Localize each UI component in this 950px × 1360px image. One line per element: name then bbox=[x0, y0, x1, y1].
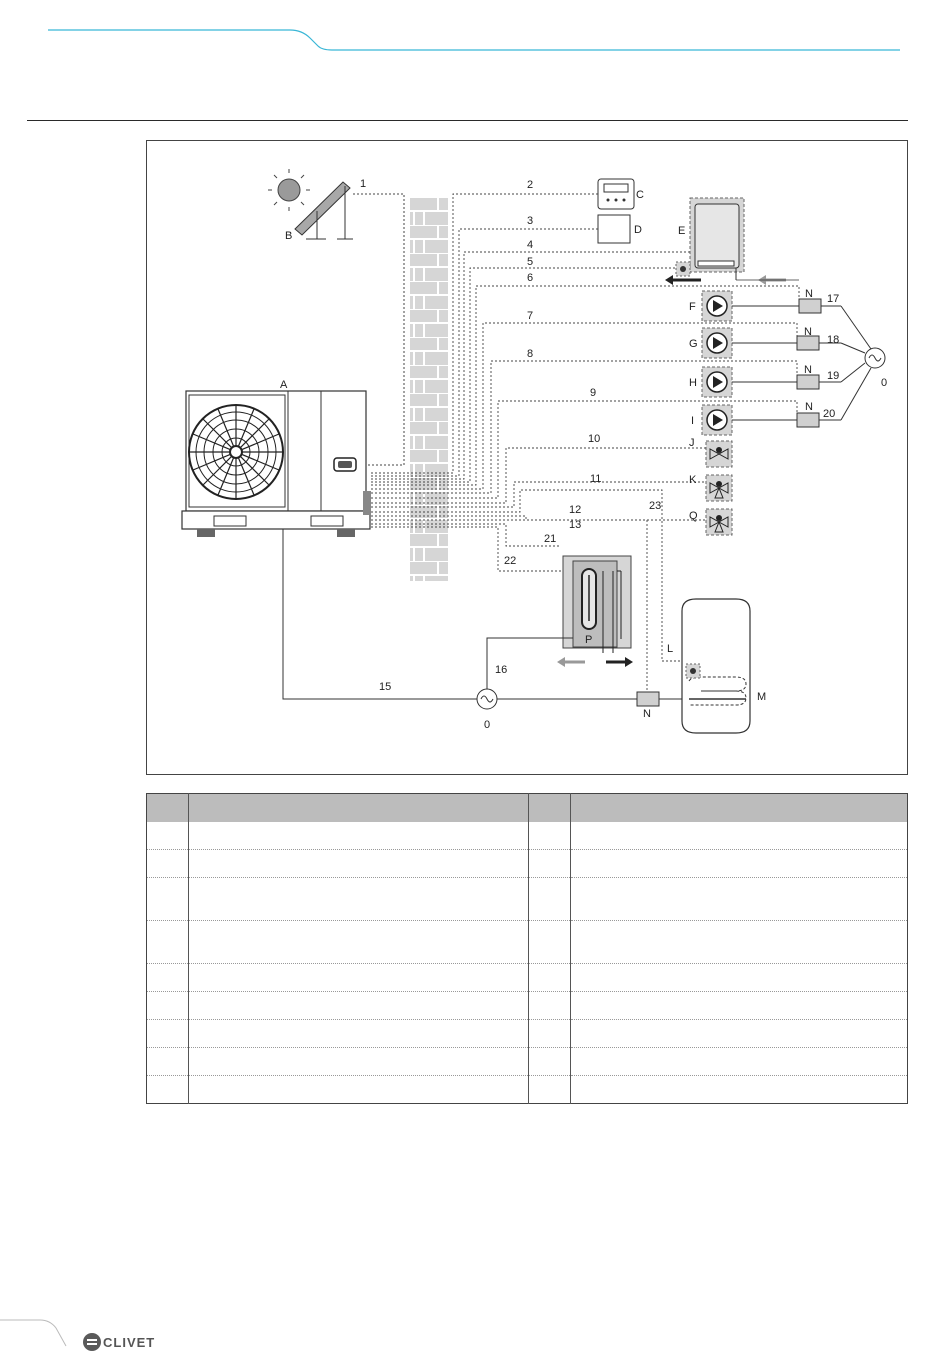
temperature-sensor-icon bbox=[676, 262, 690, 276]
table-row bbox=[147, 1076, 908, 1104]
legend-header-cell bbox=[189, 794, 529, 823]
table-cell bbox=[571, 964, 908, 992]
label-Q: Q bbox=[689, 510, 698, 522]
table-cell bbox=[189, 1048, 529, 1076]
table-row bbox=[147, 964, 908, 992]
separator-n1-label: N bbox=[805, 288, 813, 300]
table-cell bbox=[529, 1020, 571, 1048]
legend-header-row bbox=[147, 794, 908, 823]
connection-number-9: 9 bbox=[590, 387, 597, 399]
valve-K-icon bbox=[706, 475, 732, 501]
connection-number-1: 1 bbox=[360, 178, 367, 190]
label-P: P bbox=[585, 634, 593, 646]
system-diagram-svg bbox=[147, 141, 907, 774]
table-cell bbox=[571, 992, 908, 1020]
table-cell bbox=[529, 878, 571, 921]
system-diagram bbox=[146, 140, 908, 775]
connection-number-16: 16 bbox=[495, 664, 508, 676]
table-cell bbox=[529, 1076, 571, 1104]
connection-number-18: 18 bbox=[827, 334, 840, 346]
connection-number-3: 3 bbox=[527, 215, 534, 227]
collector-bottom-label: 0 bbox=[484, 719, 491, 731]
label-H: H bbox=[689, 377, 697, 389]
footer-decoration bbox=[0, 1300, 950, 1360]
table-row bbox=[147, 878, 908, 921]
table-cell bbox=[189, 964, 529, 992]
table-cell bbox=[571, 1048, 908, 1076]
table-cell bbox=[571, 850, 908, 878]
table-cell bbox=[189, 1076, 529, 1104]
label-D: D bbox=[634, 224, 642, 236]
label-G: G bbox=[689, 338, 698, 350]
table-cell bbox=[189, 921, 529, 964]
table-cell bbox=[147, 992, 189, 1020]
label-F: F bbox=[689, 301, 696, 313]
solar-station-icon bbox=[563, 556, 631, 653]
legend-table bbox=[146, 793, 908, 1104]
label-E: E bbox=[678, 225, 686, 237]
collector-right-label: 0 bbox=[881, 377, 888, 389]
header-decoration bbox=[0, 0, 950, 60]
table-cell bbox=[147, 1048, 189, 1076]
connection-number-7: 7 bbox=[527, 310, 534, 322]
table-cell bbox=[189, 822, 529, 850]
connection-number-20: 20 bbox=[823, 408, 836, 420]
header-accent-line bbox=[48, 30, 900, 50]
label-J: J bbox=[689, 437, 695, 449]
table-cell bbox=[529, 992, 571, 1020]
table-row bbox=[147, 992, 908, 1020]
boiler-icon bbox=[690, 198, 744, 272]
table-row bbox=[147, 850, 908, 878]
valve-J-icon bbox=[706, 441, 732, 467]
separator-n3-label: N bbox=[804, 364, 812, 376]
table-cell bbox=[571, 921, 908, 964]
connection-number-19: 19 bbox=[827, 370, 840, 382]
table-row bbox=[147, 1048, 908, 1076]
separator-n4-box bbox=[797, 413, 819, 427]
table-cell bbox=[147, 850, 189, 878]
table-cell bbox=[189, 850, 529, 878]
connection-number-15: 15 bbox=[379, 681, 392, 693]
header-rule bbox=[27, 120, 908, 121]
sun-icon bbox=[268, 169, 310, 211]
solar-flow-arrows bbox=[557, 657, 633, 667]
table-cell bbox=[147, 822, 189, 850]
pump-I-icon bbox=[702, 405, 732, 435]
pump-H-icon bbox=[702, 367, 732, 397]
label-I: I bbox=[691, 415, 695, 427]
table-cell bbox=[529, 964, 571, 992]
table-cell bbox=[189, 1020, 529, 1048]
thermostat-icon bbox=[598, 179, 634, 209]
pump-F-icon bbox=[702, 291, 732, 321]
table-cell bbox=[147, 1076, 189, 1104]
table-cell bbox=[529, 822, 571, 850]
connection-number-21: 21 bbox=[544, 533, 557, 545]
collector-bottom-icon bbox=[477, 689, 497, 709]
table-row bbox=[147, 822, 908, 850]
remote-control-box bbox=[598, 215, 630, 243]
separator-n3-box bbox=[797, 375, 819, 389]
legend-header-cell bbox=[571, 794, 908, 823]
table-row bbox=[147, 921, 908, 964]
connection-number-17: 17 bbox=[827, 293, 840, 305]
pump-G-icon bbox=[702, 328, 732, 358]
connection-number-10: 10 bbox=[588, 433, 601, 445]
label-K: K bbox=[689, 474, 697, 486]
connection-number-23: 23 bbox=[649, 500, 662, 512]
brick-wall bbox=[410, 197, 448, 581]
connection-number-5: 5 bbox=[527, 256, 534, 268]
table-cell bbox=[189, 992, 529, 1020]
footer-accent-line bbox=[0, 1320, 66, 1346]
tank-sensor-icon bbox=[686, 664, 700, 678]
valve-Q-icon bbox=[706, 509, 732, 535]
table-cell bbox=[147, 1020, 189, 1048]
connection-number-8: 8 bbox=[527, 348, 534, 360]
separator-n2-box bbox=[797, 336, 819, 350]
table-cell bbox=[147, 964, 189, 992]
table-cell bbox=[529, 850, 571, 878]
connection-number-11: 11 bbox=[590, 473, 602, 485]
connection-number-22: 22 bbox=[504, 555, 517, 567]
brand-name: CLIVET bbox=[103, 1335, 156, 1350]
table-cell bbox=[189, 878, 529, 921]
separator-n5-box bbox=[637, 692, 659, 706]
table-cell bbox=[529, 1048, 571, 1076]
legend-header-cell bbox=[147, 794, 189, 823]
separator-n5-label: N bbox=[643, 708, 651, 720]
table-cell bbox=[147, 921, 189, 964]
label-B: B bbox=[285, 230, 293, 242]
label-L: L bbox=[667, 643, 674, 655]
connection-number-4: 4 bbox=[527, 239, 534, 251]
separator-n2-label: N bbox=[804, 326, 812, 338]
connection-number-12: 12 bbox=[569, 504, 582, 516]
label-C: C bbox=[636, 189, 644, 201]
clivet-logo-mark-icon bbox=[83, 1333, 101, 1351]
table-cell bbox=[571, 878, 908, 921]
connection-number-13: 13 bbox=[569, 519, 582, 531]
table-row bbox=[147, 1020, 908, 1048]
separator-n1-box bbox=[799, 299, 821, 313]
table-cell bbox=[147, 878, 189, 921]
fan-icon bbox=[189, 405, 283, 499]
table-cell bbox=[571, 1076, 908, 1104]
connection-number-2: 2 bbox=[527, 179, 534, 191]
legend-header-cell bbox=[529, 794, 571, 823]
label-M: M bbox=[757, 691, 767, 703]
separator-n4-label: N bbox=[805, 401, 813, 413]
collector-right-icon bbox=[865, 348, 885, 368]
hydraulic-pipes bbox=[732, 306, 871, 420]
table-cell bbox=[571, 822, 908, 850]
outdoor-unit bbox=[182, 391, 371, 537]
table-cell bbox=[529, 921, 571, 964]
clivet-logo bbox=[83, 1333, 155, 1351]
label-A: A bbox=[280, 379, 288, 391]
connection-number-6: 6 bbox=[527, 272, 534, 284]
solar-panel-icon bbox=[295, 182, 353, 239]
table-cell bbox=[571, 1020, 908, 1048]
